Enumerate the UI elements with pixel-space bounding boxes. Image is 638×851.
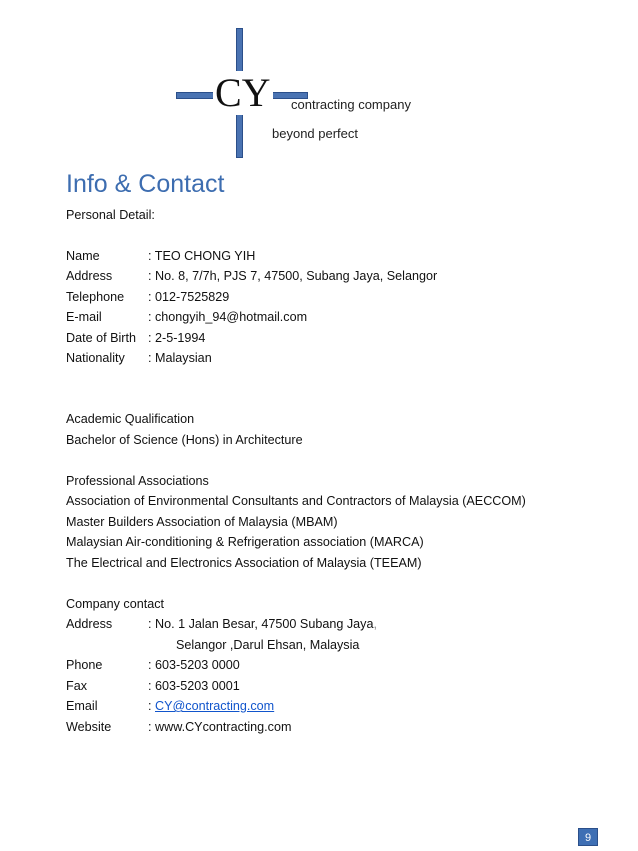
row-label: E-mail: [66, 310, 102, 324]
academic-degree: Bachelor of Science (Hons) in Architecture: [66, 433, 303, 447]
row-value: : 2-5-1994: [148, 331, 206, 345]
row-label: Nationality: [66, 351, 125, 365]
academic-heading: Academic Qualification: [66, 412, 195, 426]
personal-heading: Personal Detail:: [66, 208, 155, 222]
row-value-prefix: :: [148, 699, 155, 713]
logo-tagline: contracting company: [291, 97, 411, 112]
professional-heading: Professional Associations: [66, 474, 209, 488]
row-value: : No. 1 Jalan Besar, 47500 Subang Jaya: [148, 617, 374, 631]
association-item: The Electrical and Electronics Association of Malaysia (TEEAM): [66, 556, 422, 570]
row-value: : chongyih_94@hotmail.com: [148, 310, 308, 324]
row-value: : Malaysian: [148, 351, 212, 365]
personal-row-nationality: [66, 350, 212, 366]
company-address-line2: Selangor ,Darul Ehsan, Malaysia: [176, 638, 360, 652]
row-label: Address: [66, 617, 113, 631]
logo-slogan: beyond perfect: [272, 126, 359, 141]
row-label: Fax: [66, 679, 87, 693]
row-label: Email: [66, 699, 98, 713]
personal-row-dob: [66, 330, 205, 346]
logo-text: CY: [215, 70, 271, 115]
association-item: Malaysian Air-conditioning & Refrigeration association (MARCA): [66, 535, 424, 549]
row-label: Name: [66, 249, 100, 263]
association-item: Association of Environmental Consultants and Contractors of Malaysia (AECCOM): [66, 494, 526, 508]
row-value: : 603-5203 0001: [148, 679, 240, 693]
company-heading: Company contact: [66, 597, 165, 611]
personal-row-telephone: [66, 289, 229, 305]
row-value: : TEO CHONG YIH: [148, 249, 256, 263]
address-comma: ,: [373, 617, 377, 631]
row-value: : www.CYcontracting.com: [148, 720, 292, 734]
page-number-badge: 9: [578, 828, 598, 846]
personal-row-name: [66, 248, 255, 264]
row-label: Website: [66, 720, 112, 734]
personal-row-email: [66, 309, 307, 325]
row-label: Telephone: [66, 290, 125, 304]
row-value: : 603-5203 0000: [148, 658, 240, 672]
row-label: Address: [66, 269, 113, 283]
row-label: Date of Birth: [66, 331, 136, 345]
personal-row-address: [66, 268, 437, 284]
company-row-website: [66, 719, 291, 735]
email-link[interactable]: CY@contracting.com: [155, 699, 275, 713]
row-value: : 012-7525829: [148, 290, 230, 304]
association-item: Master Builders Association of Malaysia (MBAM): [66, 515, 338, 529]
company-row-phone: [66, 657, 240, 673]
row-label: Phone: [66, 658, 103, 672]
company-row-address: [66, 616, 377, 632]
page-title: Info & Contact: [66, 170, 225, 198]
company-row-fax: [66, 678, 240, 694]
row-value: : No. 8, 7/7h, PJS 7, 47500, Subang Jaya, Selangor: [148, 269, 438, 283]
company-row-email: [66, 698, 274, 714]
